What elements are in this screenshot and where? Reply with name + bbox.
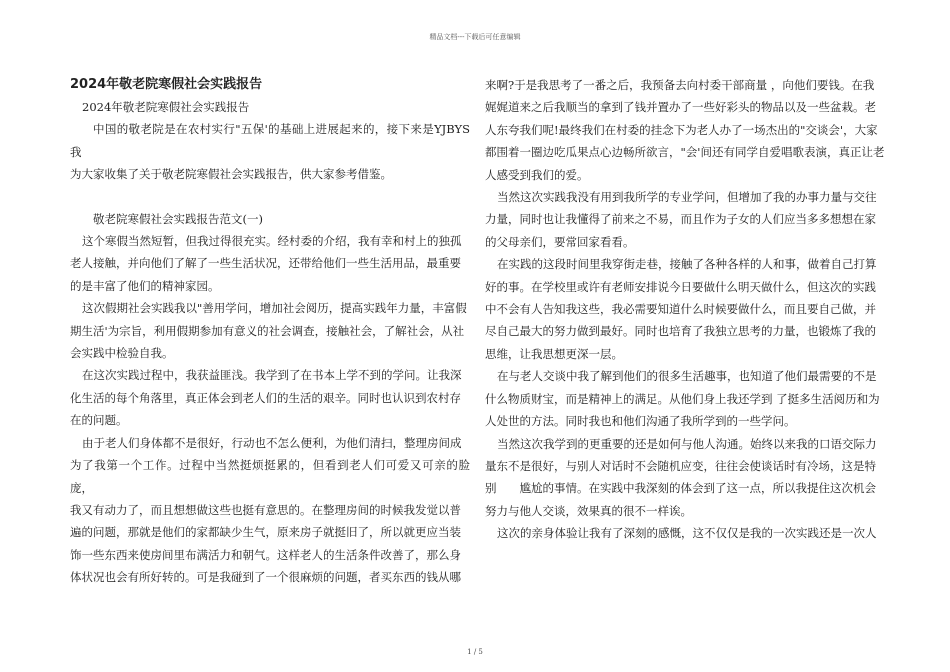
document-subtitle: 2024年敬老院寒假社会实践报告 bbox=[82, 100, 250, 114]
text-line: 化生活的每个角落里，真正体会到老人们的生活的艰辛。同时也认识到农村存 bbox=[70, 390, 461, 405]
text-line: 尽自己最大的努力做到最好。同时也培育了我独立思考的力量，也锻炼了我的 bbox=[485, 324, 876, 339]
text-line: 为了我第一个工作。过程中当然挺烦挺累的，但看到老人们可爱又可亲的脸庞， bbox=[70, 458, 470, 495]
text-line: 期生活'为宗旨，利用假期参加有意义的社会调查，接触社会，了解社会，从社 bbox=[70, 323, 465, 338]
text-line: 为大家收集了关于敬老院寒假社会实践报告，供大家参考借鉴。 bbox=[70, 167, 392, 182]
paragraph bbox=[70, 230, 470, 297]
text-line: 当然这次实践我没有用到我所学的专业学问，但增加了我的办事力量与交往 bbox=[497, 190, 877, 205]
text-line: 在这次实践过程中，我获益匪浅。我学到了在书本上学不到的学问。让我深 bbox=[82, 368, 462, 383]
text-line: 人东夸我们呢!最终我们在村委的挂念下为老人办了一场杰出的"交谈会'，大家 bbox=[485, 122, 878, 137]
text-line: 中不会有人告知我这些，我必需要知道什么时候要做什么，而且要自己做，并 bbox=[485, 302, 876, 317]
section-heading: 敬老院寒假社会实践报告范文(一) bbox=[93, 211, 263, 226]
paragraph bbox=[485, 186, 885, 253]
paragraph bbox=[485, 253, 885, 365]
text-line: 思维，让我思想更深一层。 bbox=[485, 346, 623, 361]
text-line: 人处世的方法。同时我也和他们沟通了我所学到的一些学问。 bbox=[485, 414, 796, 429]
text-line: 饰一些东西来使房间里布满活力和朝气。这样老人的生活条件改善了，那么身 bbox=[70, 547, 461, 562]
text-line: 别 尴尬的事情。在实践中我深刻的体会到了这一点，所以我提住这次机会 bbox=[485, 481, 876, 496]
paragraph bbox=[70, 432, 470, 589]
text-line: 的父母亲们，要常回家看看。 bbox=[485, 234, 635, 249]
paragraph bbox=[485, 522, 885, 544]
text-line: 在实践的这段时间里我穿街走巷，接触了各种各样的人和事，做着自己打算 bbox=[497, 257, 877, 272]
text-line: 中国的敬老院是在农村实行"五保'的基础上进展起来的，接下来是YJBYS我 bbox=[70, 122, 470, 159]
text-line: 好的事。在学校里或许有老师安排说今日要做什么明天做什么，但这次的实践 bbox=[485, 279, 876, 294]
text-line: 会实践中检验自我。 bbox=[70, 346, 174, 361]
text-line: 我又有动力了，而且想想做这些也挺有意思的。在整理房间的时候我发觉以普 bbox=[70, 502, 461, 517]
text-line: 这个寒假当然短暂，但我过得很充实。经村委的介绍，我有幸和村上的独孤 bbox=[82, 234, 462, 249]
text-line: 人感受到我们的爱。 bbox=[485, 167, 589, 182]
paragraph bbox=[485, 74, 885, 186]
text-line: 这次的亲身体验让我有了深刻的感慨，这不仅仅是我的一次实践还是一次人 bbox=[497, 526, 877, 541]
right-column bbox=[485, 74, 885, 545]
text-line: 量东不是很好，与别人对话时不会随机应变，往往会使谈话时有冷场，这是特 bbox=[485, 458, 876, 473]
text-line: 体状况也会有所好转的。可是我碰到了一个很麻烦的问题，者买东西的钱从哪 bbox=[70, 570, 461, 585]
text-line: 老人接触，并向他们了解了一些生活状况，还带给他们一些生活用品，最重要 bbox=[70, 256, 461, 271]
intro-paragraph bbox=[70, 118, 470, 185]
page-header-note: 精品文档---下载后可任意编辑 bbox=[429, 33, 521, 41]
text-line: 当然这次我学到的更重要的还是如何与他人沟通。始终以来我的口语交际力 bbox=[497, 436, 877, 451]
text-line: 在与老人交谈中我了解到他们的很多生活趣事，也知道了他们最需要的不是 bbox=[497, 369, 877, 384]
text-line: 什么物质财宝，而是精神上的满足。从他们身上我还学到 了挺多生活阅历和为 bbox=[485, 391, 880, 406]
text-line: 娓娓道来之后我顺当的拿到了钱并置办了一些好彩头的物品以及一些盆栽。老 bbox=[485, 100, 876, 115]
text-line: 都围着一圈边吃瓜果点心边畅所欲言，"会'间还有同学自爱唱歌表演，真正让老 bbox=[485, 145, 885, 160]
text-line: 努力与他人交谈，效果真的很不一样诶。 bbox=[485, 503, 692, 518]
text-line: 力量，同时也让我懂得了前来之不易，而且作为子女的人们应当多多想想在家 bbox=[485, 212, 876, 227]
left-column bbox=[70, 74, 470, 589]
text-line: 在的问题。 bbox=[70, 413, 128, 428]
text-line: 这次假期社会实践我以"善用学问，增加社会阅历，提高实践年力量，丰富假 bbox=[82, 301, 467, 316]
document-title: 2024年敬老院寒假社会实践报告 bbox=[70, 77, 263, 92]
paragraph bbox=[70, 364, 470, 431]
paragraph bbox=[485, 433, 885, 523]
paragraph bbox=[485, 365, 885, 432]
text-line: 来啊?于是我思考了一番之后，我预备去向村委干部商量 ，向他们要钱。在我 bbox=[485, 78, 875, 92]
page-number: 1 / 5 bbox=[467, 648, 483, 656]
paragraph bbox=[70, 297, 470, 364]
text-line: 由于老人们身体都不是很好，行动也不怎么便利，为他们清扫，整理房间成 bbox=[82, 435, 462, 450]
text-line: 遍的问题，那就是他们的家都缺少生气，原来房子就挺旧了，所以就更应当装 bbox=[70, 525, 461, 540]
text-line: 的是丰富了他们的精神家园。 bbox=[70, 278, 220, 293]
